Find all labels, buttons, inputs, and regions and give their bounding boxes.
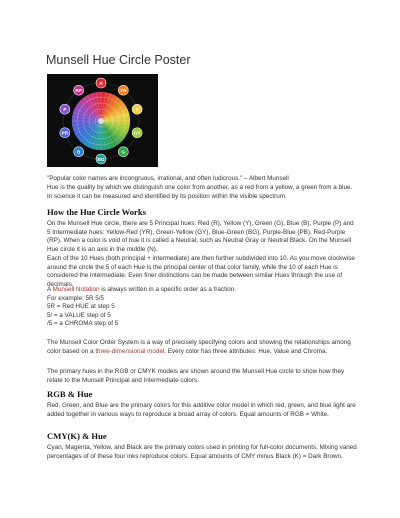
notation-text-pre: A xyxy=(47,286,53,293)
color-order-paragraph xyxy=(47,339,357,356)
hue-circle-graphic xyxy=(47,74,158,167)
notation-text-post: is always written in a specific order as a fraction. xyxy=(99,286,237,293)
hue-label: PB xyxy=(61,130,69,136)
subdivision-paragraph: Each of the 10 Hues (both principal + intermediate) are then further subdivided into 10. As you move clockwise around the circle the 5 of each Hue is the principal center of that color family, while the 10 of each Hue is considered the intermediate. Even finer distinctions can be made between similar Hues through the use of decimals. xyxy=(47,255,355,288)
rgb-paragraph: Red, Green, and Blue are the primary colors for this additive color model in which red, green, and blue light are added together in various ways to reproduce a broad array of colors. Equal amounts of RGB = White. xyxy=(47,402,356,418)
intro-paragraph: Hue is the quality by which we distinguish one color from another, as a red from a yellow, a green from a blue. In science it can be measured and identified by its position within the visible spectrum. xyxy=(47,184,353,200)
hue-label: GY xyxy=(133,130,141,136)
example-line: 5R = Red HUE at step 5 xyxy=(47,303,115,311)
section-heading-rgb: RGB & Hue xyxy=(47,389,93,399)
hue-circle-poster xyxy=(47,74,158,167)
cmyk-paragraph: Cyan, Magenta, Yellow, and Black are the primary colors used in printing for full-color documents. Mixing varied percentages of of these four inks reproduce colors. Equal amounts of CMY minus Black (K) = Dark Brown. xyxy=(47,444,357,460)
example-line: /5 = a CHROMA step of 5 xyxy=(47,320,119,328)
hue-label: RP xyxy=(75,88,82,94)
quote: "Popular color names are incongruous, irrational, and often ludicrous." – Albert Munsell xyxy=(47,175,289,182)
hue-label: R xyxy=(99,80,103,86)
section-heading-cmyk: CMY(K) & Hue xyxy=(47,431,107,441)
color-order-text-post: . Every color has three attributes: Hue, Value and Chroma. xyxy=(164,347,328,355)
principal-hues-paragraph: On the Munsell Hue circle, there are 5 Principal hues: Red (R), Yellow (Y), Green (G), Blue (B), Purple (P) and 5 Intermediate hues: Yellow-Red (YR), Green-Yellow (GY), Blue-Green (BG), Purple-Blue (PB), Red-Purple (RP). When a color is void of hue it is called a Neutral, such as Neutral Gray or Neutral Black. On the Munsell Hue circle it is an axis in the middle (N). xyxy=(47,220,354,253)
hue-label: G xyxy=(121,149,126,155)
hue-label: B xyxy=(77,149,81,155)
three-dimensional-model-link[interactable]: three-dimensional model xyxy=(95,347,165,355)
color-order-text-pre: The Munsell Color Order System is a way of precisely specifying colors and showing the relationships among color based on a xyxy=(47,339,351,355)
example-line: 5/ = a VALUE step of 5 xyxy=(47,311,111,319)
munsell-notation-link[interactable]: Munsell Notation xyxy=(52,286,100,293)
page-title: Munsell Hue Circle Poster xyxy=(46,53,191,67)
hue-label: YR xyxy=(120,88,127,94)
section-heading-hue-circle: How the Hue Circle Works xyxy=(47,207,146,217)
neutral-axis xyxy=(98,118,104,124)
notation-paragraph xyxy=(47,286,357,329)
hue-label: BG xyxy=(97,156,105,162)
hue-label: P xyxy=(63,107,67,113)
example-line: For example: 5R 5/5 xyxy=(47,294,105,302)
hue-label: Y xyxy=(135,107,139,113)
primary-hues-paragraph: The primary hues in the RGB or CMYK models are shown around the Munsell Hue circle to show how they relate to the Munsell Principal and Intermediate colors. xyxy=(47,368,345,384)
